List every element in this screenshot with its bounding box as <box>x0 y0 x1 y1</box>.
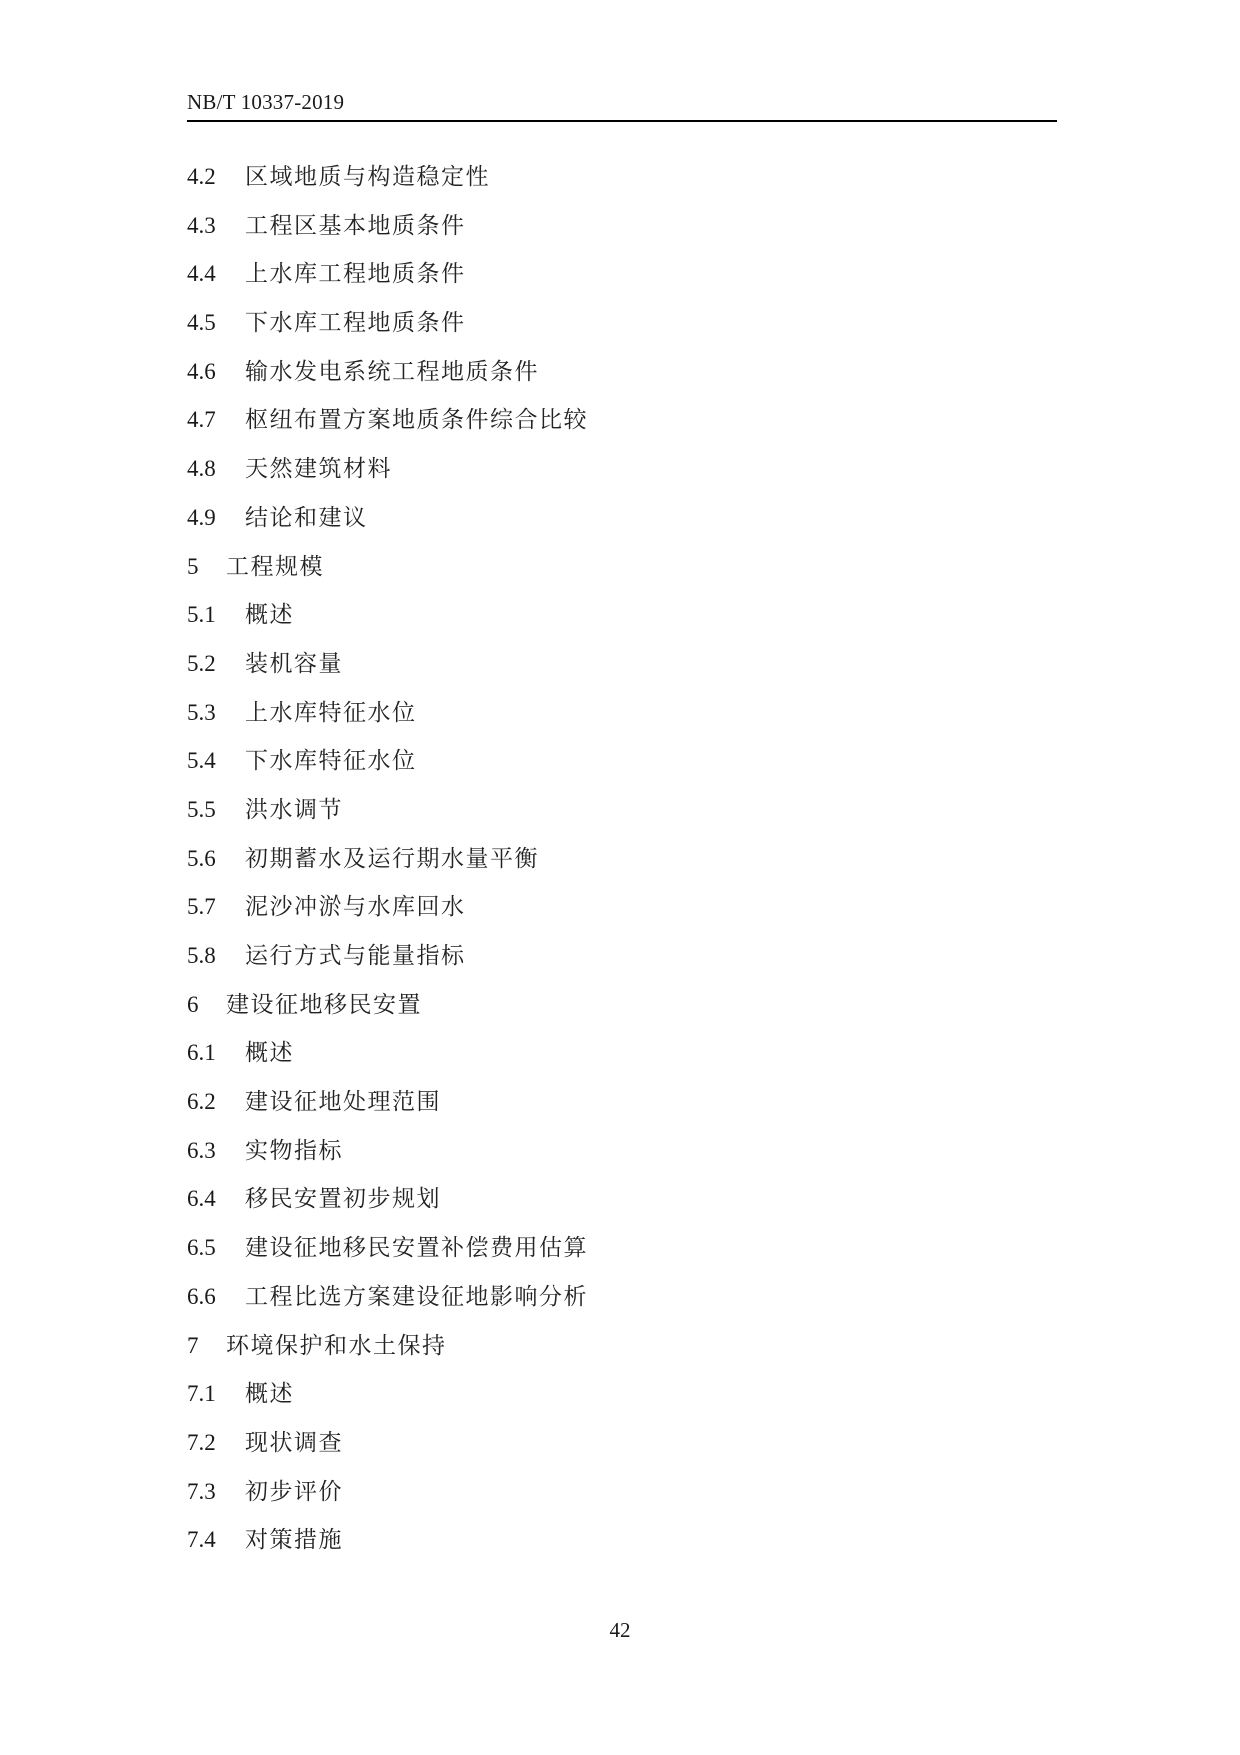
toc-section-entry <box>187 396 1057 445</box>
toc-entry-title: 移民安置初步规划 <box>245 1186 441 1213</box>
toc-entry-number: 7.4 <box>187 1527 216 1553</box>
table-of-contents <box>187 153 1057 1565</box>
toc-chapter-entry <box>187 1322 1057 1371</box>
toc-entry-title: 概述 <box>245 1040 294 1067</box>
toc-entry-title: 枢纽布置方案地质条件综合比较 <box>245 407 588 434</box>
toc-entry-number: 4.5 <box>187 310 216 336</box>
toc-entry-number: 5.7 <box>187 894 216 920</box>
toc-entry-title: 工程规模 <box>226 553 324 580</box>
toc-entry-number: 4.8 <box>187 456 216 482</box>
toc-entry-title: 运行方式与能量指标 <box>245 943 466 969</box>
toc-entry-number: 5 <box>187 553 199 579</box>
toc-section-entry <box>187 1224 1057 1273</box>
toc-entry-number: 5.5 <box>187 796 216 822</box>
toc-section-entry <box>187 786 1057 835</box>
toc-entry-number: 7.2 <box>187 1429 216 1455</box>
toc-section-entry <box>187 932 1057 981</box>
toc-section-entry <box>187 835 1057 884</box>
toc-entry-title: 装机容量 <box>245 650 343 677</box>
toc-section-entry <box>187 883 1057 932</box>
toc-entry-title: 实物指标 <box>245 1137 343 1164</box>
toc-entry-number: 6.3 <box>187 1137 216 1163</box>
toc-entry-title: 概述 <box>245 1381 294 1408</box>
toc-entry-number: 5.3 <box>187 699 216 725</box>
toc-entry-title: 对策措施 <box>245 1527 343 1554</box>
toc-entry-number: 4.7 <box>187 407 216 433</box>
toc-section-entry <box>187 494 1057 543</box>
toc-entry-title: 工程比选方案建设征地影响分析 <box>245 1283 588 1310</box>
toc-entry-number: 7 <box>187 1332 199 1358</box>
toc-section-entry <box>187 1175 1057 1224</box>
toc-entry-title: 结论和建议 <box>245 504 368 531</box>
toc-entry-number: 6.1 <box>187 1040 216 1066</box>
toc-section-entry <box>187 1078 1057 1127</box>
toc-entry-number: 4.4 <box>187 261 216 287</box>
toc-entry-title: 区域地质与构造稳定性 <box>245 164 490 190</box>
toc-entry-number: 4.9 <box>187 504 216 530</box>
toc-section-entry <box>187 1419 1057 1468</box>
toc-section-entry <box>187 591 1057 640</box>
toc-entry-title: 概述 <box>245 602 294 629</box>
toc-entry-number: 7.3 <box>187 1478 216 1504</box>
standard-code: NB/T 10337-2019 <box>187 90 345 114</box>
page-header <box>187 88 1057 122</box>
toc-entry-title: 环境保护和水土保持 <box>226 1332 447 1359</box>
toc-entry-title: 洪水调节 <box>245 796 343 823</box>
toc-entry-title: 下水库工程地质条件 <box>245 310 466 337</box>
toc-entry-number: 6.5 <box>187 1235 216 1261</box>
toc-entry-number: 4.3 <box>187 212 216 238</box>
toc-section-entry <box>187 640 1057 689</box>
toc-section-entry <box>187 153 1057 202</box>
toc-entry-number: 5.4 <box>187 748 216 774</box>
toc-chapter-entry <box>187 981 1057 1030</box>
toc-entry-title: 上水库工程地质条件 <box>245 261 466 288</box>
toc-section-entry <box>187 299 1057 348</box>
toc-section-entry <box>187 1127 1057 1176</box>
toc-entry-number: 6.6 <box>187 1283 216 1309</box>
toc-entry-title: 初期蓄水及运行期水量平衡 <box>245 845 539 872</box>
toc-entry-title: 初步评价 <box>245 1478 343 1505</box>
page-number: 42 <box>609 1618 631 1642</box>
toc-section-entry <box>187 737 1057 786</box>
toc-section-entry <box>187 202 1057 251</box>
toc-entry-title: 下水库特征水位 <box>245 748 417 775</box>
toc-entry-title: 上水库特征水位 <box>245 699 417 726</box>
toc-section-entry <box>187 1468 1057 1517</box>
toc-entry-title: 建设征地移民安置 <box>226 991 422 1018</box>
toc-entry-number: 5.8 <box>187 943 216 968</box>
toc-section-entry <box>187 1516 1057 1565</box>
toc-entry-title: 现状调查 <box>245 1429 343 1456</box>
toc-chapter-entry <box>187 543 1057 592</box>
toc-entry-number: 5.6 <box>187 845 216 871</box>
toc-entry-number: 6.4 <box>187 1186 216 1212</box>
toc-entry-title: 天然建筑材料 <box>245 456 392 483</box>
toc-section-entry <box>187 250 1057 299</box>
toc-section-entry <box>187 348 1057 397</box>
toc-entry-title: 泥沙冲淤与水库回水 <box>245 894 466 921</box>
toc-section-entry <box>187 1029 1057 1078</box>
toc-entry-title: 建设征地处理范围 <box>245 1089 441 1116</box>
toc-section-entry <box>187 689 1057 738</box>
toc-entry-title: 工程区基本地质条件 <box>245 212 466 239</box>
toc-entry-number: 6.2 <box>187 1089 216 1115</box>
toc-entry-title: 输水发电系统工程地质条件 <box>245 358 539 385</box>
toc-section-entry <box>187 1273 1057 1322</box>
toc-section-entry <box>187 1370 1057 1419</box>
toc-entry-number: 5.1 <box>187 602 216 628</box>
toc-entry-number: 6 <box>187 991 199 1017</box>
toc-entry-title: 建设征地移民安置补偿费用估算 <box>245 1235 588 1262</box>
toc-entry-number: 4.2 <box>187 164 216 189</box>
toc-section-entry <box>187 445 1057 494</box>
toc-entry-number: 5.2 <box>187 650 216 676</box>
toc-entry-number: 4.6 <box>187 358 216 384</box>
toc-entry-number: 7.1 <box>187 1381 216 1407</box>
